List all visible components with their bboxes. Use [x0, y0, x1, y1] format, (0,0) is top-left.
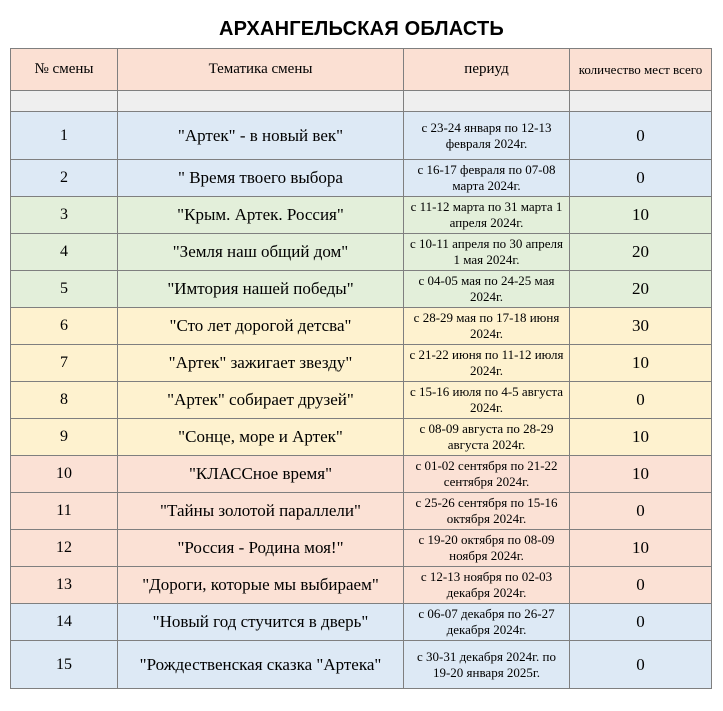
table-row	[11, 604, 712, 641]
shift-theme-cell: "Имтория нашей победы"	[118, 271, 404, 308]
shift-period-cell: с 30-31 декабря 2024г. по 19-20 января 2025г.	[404, 641, 570, 689]
shift-theme-cell: "Земля наш общий дом"	[118, 234, 404, 271]
shift-number-cell: 1	[11, 112, 118, 160]
shift-number-cell: 3	[11, 197, 118, 234]
blank-cell	[570, 91, 712, 112]
shift-theme-cell: "Россия - Родина моя!"	[118, 530, 404, 567]
places-count-cell: 20	[570, 271, 712, 308]
blank-row	[11, 91, 712, 112]
shift-period-cell: с 15-16 июля по 4-5 августа 2024г.	[404, 382, 570, 419]
shift-period-cell: с 21-22 июня по 11-12 июля 2024г.	[404, 345, 570, 382]
table-row	[11, 419, 712, 456]
places-count-cell: 0	[570, 641, 712, 689]
shift-number-cell: 2	[11, 160, 118, 197]
table-row	[11, 567, 712, 604]
places-count-cell: 0	[570, 160, 712, 197]
shift-number-cell: 5	[11, 271, 118, 308]
shift-period-cell: с 28-29 мая по 17-18 июня 2024г.	[404, 308, 570, 345]
shift-number-cell: 11	[11, 493, 118, 530]
table-row	[11, 456, 712, 493]
blank-cell	[118, 91, 404, 112]
shift-number-cell: 10	[11, 456, 118, 493]
shift-theme-cell: "Рождественская сказка "Артека"	[118, 641, 404, 689]
shift-number-cell: 6	[11, 308, 118, 345]
places-count-cell: 0	[570, 604, 712, 641]
places-count-cell: 10	[570, 197, 712, 234]
places-count-cell: 10	[570, 530, 712, 567]
header-num: № смены	[11, 49, 118, 91]
table-row	[11, 271, 712, 308]
shift-period-cell: с 08-09 августа по 28-29 августа 2024г.	[404, 419, 570, 456]
header-period: периуд	[404, 49, 570, 91]
blank-cell	[404, 91, 570, 112]
shift-theme-cell: " Время твоего выбора	[118, 160, 404, 197]
table-row	[11, 197, 712, 234]
shift-number-cell: 14	[11, 604, 118, 641]
shift-theme-cell: "Тайны золотой параллели"	[118, 493, 404, 530]
shift-theme-cell: "Крым. Артек. Россия"	[118, 197, 404, 234]
table-row	[11, 112, 712, 160]
shifts-table	[10, 48, 712, 689]
shift-theme-cell: "Дороги, которые мы выбираем"	[118, 567, 404, 604]
shift-theme-cell: "Сонце, море и Артек"	[118, 419, 404, 456]
shift-period-cell: с 19-20 октября по 08-09 ноября 2024г.	[404, 530, 570, 567]
shift-period-cell: с 06-07 декабря по 26-27 декабря 2024г.	[404, 604, 570, 641]
shift-theme-cell: "Новый год стучится в дверь"	[118, 604, 404, 641]
shift-number-cell: 15	[11, 641, 118, 689]
table-row	[11, 234, 712, 271]
shift-number-cell: 9	[11, 419, 118, 456]
shift-number-cell: 4	[11, 234, 118, 271]
places-count-cell: 20	[570, 234, 712, 271]
header-row	[11, 49, 712, 91]
shift-theme-cell: "КЛАССное время"	[118, 456, 404, 493]
shift-theme-cell: "Сто лет дорогой детсва"	[118, 308, 404, 345]
table-row	[11, 493, 712, 530]
places-count-cell: 0	[570, 493, 712, 530]
blank-cell	[11, 91, 118, 112]
table-row	[11, 382, 712, 419]
places-count-cell: 10	[570, 419, 712, 456]
places-count-cell: 30	[570, 308, 712, 345]
places-count-cell: 10	[570, 456, 712, 493]
table-row	[11, 345, 712, 382]
table-row	[11, 641, 712, 689]
shift-period-cell: с 25-26 сентября по 15-16 октября 2024г.	[404, 493, 570, 530]
shift-number-cell: 13	[11, 567, 118, 604]
shift-period-cell: с 23-24 января по 12-13 февраля 2024г.	[404, 112, 570, 160]
places-count-cell: 0	[570, 112, 712, 160]
shift-theme-cell: "Артек" - в новый век"	[118, 112, 404, 160]
places-count-cell: 0	[570, 567, 712, 604]
table-row	[11, 308, 712, 345]
places-count-cell: 10	[570, 345, 712, 382]
shift-number-cell: 7	[11, 345, 118, 382]
header-theme: Тематика смены	[118, 49, 404, 91]
page-title: АРХАНГЕЛЬСКАЯ ОБЛАСТЬ	[218, 18, 504, 40]
shift-period-cell: с 11-12 марта по 31 марта 1 апреля 2024г.	[404, 197, 570, 234]
shift-theme-cell: "Артек" зажигает звезду"	[118, 345, 404, 382]
header-count: количество мест всего	[570, 49, 712, 91]
places-count-cell: 0	[570, 382, 712, 419]
shift-period-cell: с 10-11 апреля по 30 апреля 1 мая 2024г.	[404, 234, 570, 271]
table-row	[11, 530, 712, 567]
shift-period-cell: с 12-13 ноября по 02-03 декабря 2024г.	[404, 567, 570, 604]
shift-number-cell: 8	[11, 382, 118, 419]
table-row	[11, 160, 712, 197]
shift-period-cell: с 16-17 февраля по 07-08 марта 2024г.	[404, 160, 570, 197]
shift-period-cell: с 01-02 сентября по 21-22 сентября 2024г.	[404, 456, 570, 493]
shift-number-cell: 12	[11, 530, 118, 567]
shift-period-cell: с 04-05 мая по 24-25 мая 2024г.	[404, 271, 570, 308]
shift-theme-cell: "Артек" собирает друзей"	[118, 382, 404, 419]
